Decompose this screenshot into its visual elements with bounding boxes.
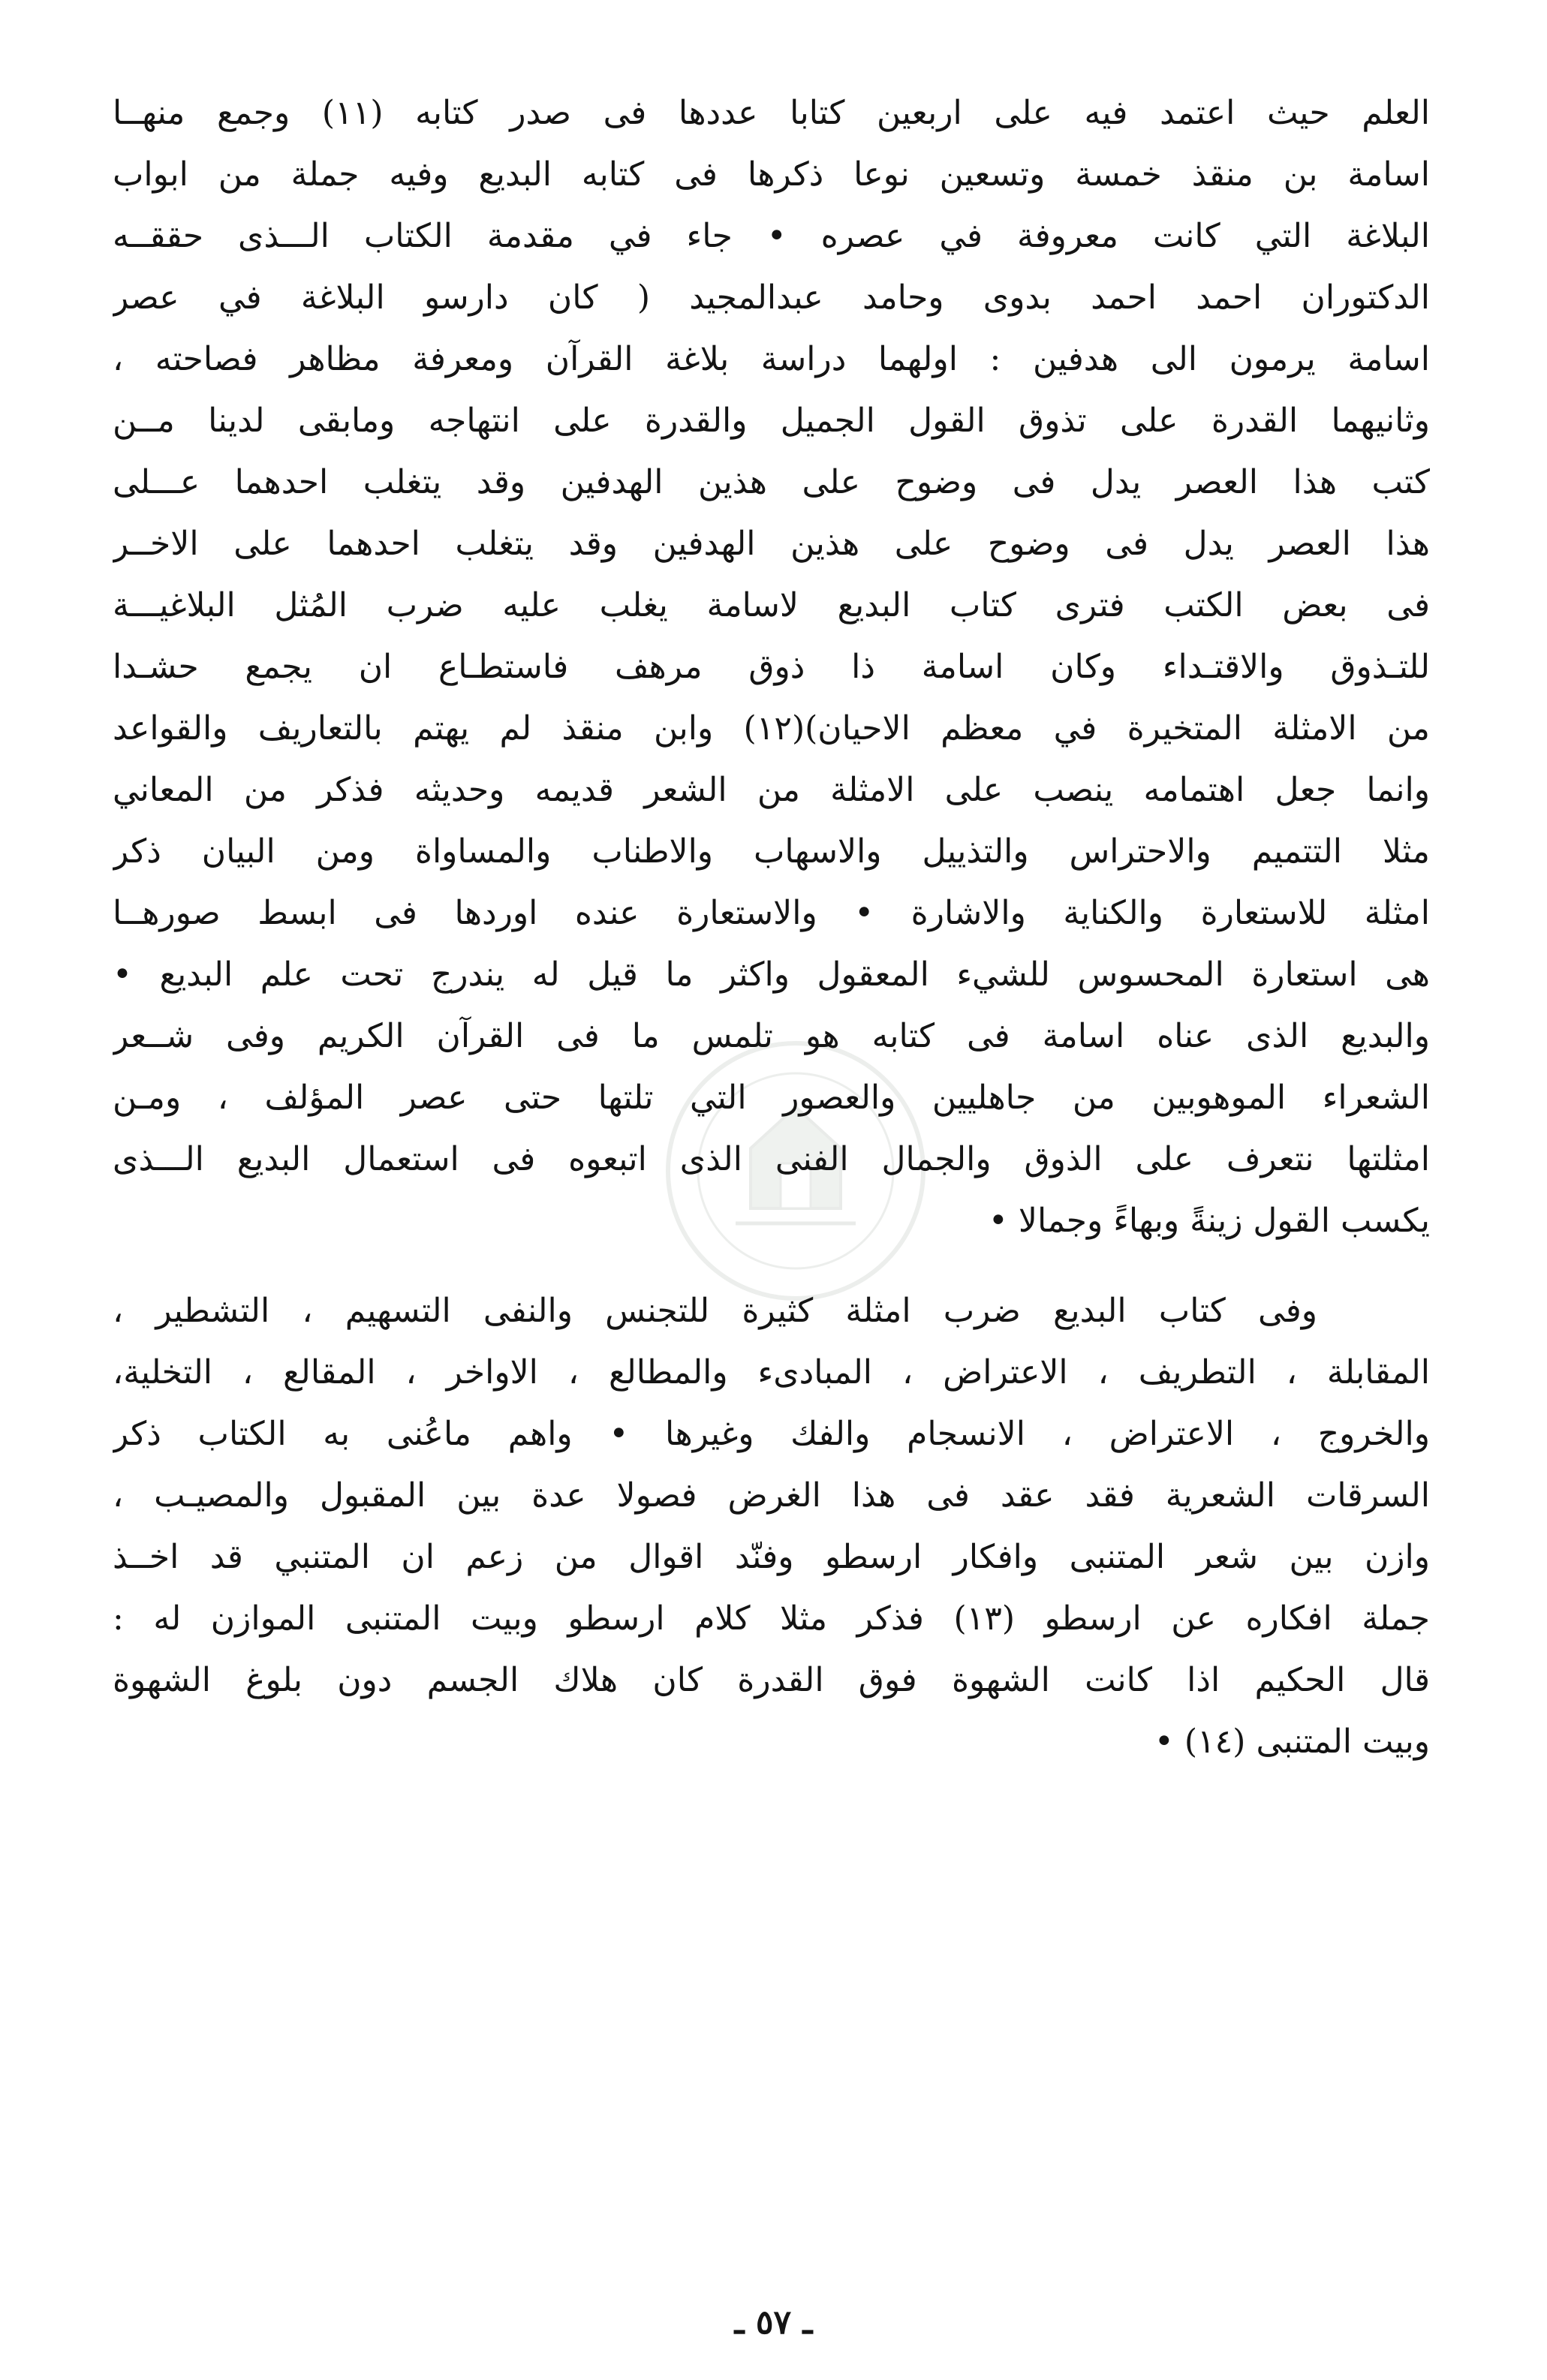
text-line: والخروج ، الاعتراض ، الانسجام والفك وغيرها • واهم ماعُنى به الكتاب ذكر (113, 1415, 1430, 1453)
text-line: وازن بين شعر المتنبى وافكار ارسطو وفنّد اقوال من زعم ان المتنبي قد اخــذ (113, 1538, 1430, 1576)
text-line: امثلتها نتعرف على الذوق والجمال الفنى الذى اتبعوه فى استعمال البديع الـــذى (113, 1140, 1430, 1178)
text-line: والبديع الذى عناه اسامة فى كتابه هو تلمس ما فى القرآن الكريم وفى شــعر (113, 1017, 1430, 1055)
page-number: ـ ٥٧ ـ (734, 2303, 813, 2342)
text-line: البلاغة التي كانت معروفة في عصره • جاء في مقدمة الكتاب الـــذى حققــه (113, 217, 1430, 255)
text-line: فى بعض الكتب فترى كتاب البديع لاسامة يغلب عليه ضرب المُثل البلاغيـــة (113, 586, 1430, 624)
text-line: هذا العصر يدل فى وضوح على هذين الهدفين وقد يتغلب احدهما على الاخــر (113, 525, 1430, 563)
text-line: المقابلة ، التطريف ، الاعتراض ، المبادىء والمطالع ، الاواخر ، المقالع ، التخلية، (113, 1353, 1430, 1392)
text-line: هى استعارة المحسوس للشيء المعقول واكثر ما قيل له يندرج تحت علم البديع • (113, 955, 1430, 994)
text-line: جملة افكاره عن ارسطو (١٣) فذكر مثلا كلام ارسطو وبيت المتنبى الموازن له : (113, 1599, 1430, 1638)
text-line: السرقات الشعرية فقد عقد فى هذا الغرض فصولا عدة بين المقبول والمصيـب ، (113, 1476, 1430, 1515)
text-line: امثلة للاستعارة والكناية والاشارة • والاستعارة عنده اوردها فى ابسط صورهــا (113, 894, 1430, 932)
text-line: كتب هذا العصر يدل فى وضوح على هذين الهدفين وقد يتغلب احدهما عـــلى (113, 463, 1430, 501)
text-line: وثانيهما القدرة على تذوق القول الجميل والقدرة على انتهاجه ومابقى لدينا مــن (113, 402, 1430, 440)
text-line: قال الحكيم اذا كانت الشهوة فوق القدرة كان هلاك الجسم دون بلوغ الشهوة (113, 1661, 1430, 1699)
text-line: وانما جعل اهتمامه ينصب على الامثلة من الشعر قديمه وحديثه فذكر من المعاني (113, 771, 1430, 809)
text-line: العلم حيث اعتمد فيه على اربعين كتابا عددها فى صدر كتابه (١١) وجمع منهــا (113, 94, 1430, 132)
text-line: اسامة بن منقذ خمسة وتسعين نوعا ذكرها فى كتابه البديع وفيه جملة من ابواب (113, 155, 1430, 194)
text-line: الدكتوران احمد احمد بدوى وحامد عبدالمجيد ( كان دارسو البلاغة في عصر (113, 278, 1430, 317)
text-line: مثلا التتميم والاحتراس والتذييل والاسهاب والاطناب والمساواة ومن البيان ذكر (113, 832, 1430, 871)
text-line: من الامثلة المتخيرة في معظم الاحيان)(١٢) وابن منقذ لم يهتم بالتعاريف والقواعد (113, 709, 1430, 748)
text-line: الشعراء الموهوبين من جاهليين والعصور التي تلتها حتى عصر المؤلف ، ومـن (113, 1079, 1430, 1117)
text-line: للتـذوق والاقتـداء وكان اسامة ذا ذوق مرهف فاستطـاع ان يجمع حشـدا (113, 648, 1430, 686)
text-line: وفى كتاب البديع ضرب امثلة كثيرة للتجنس والنفى التسهيم ، التشطير ، (113, 1292, 1317, 1330)
text-line: اسامة يرمون الى هدفين : اولهما دراسة بلاغة القرآن ومعرفة مظاهر فصاحته ، (113, 340, 1430, 378)
text-line: يكسب القول زينةً وبهاءً وجمالا • (988, 1202, 1430, 1240)
text-line: وبيت المتنبى (١٤) • (1154, 1723, 1430, 1761)
